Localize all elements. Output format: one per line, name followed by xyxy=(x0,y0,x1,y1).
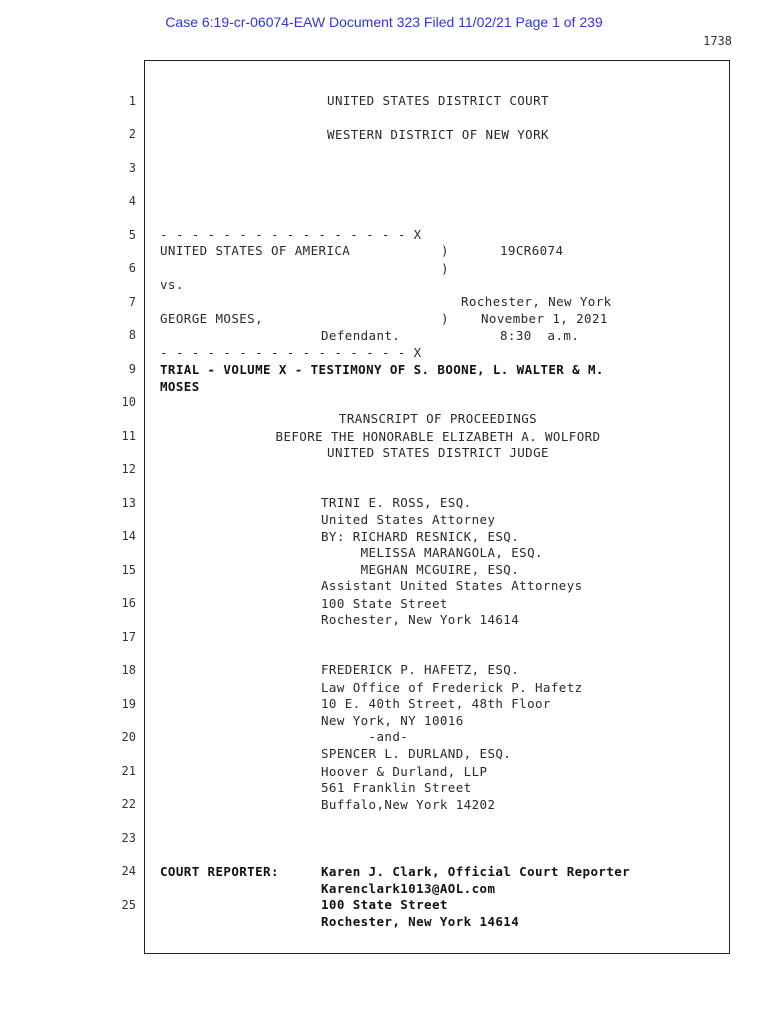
defense-counsel-line: Buffalo,New York 14202 xyxy=(321,797,496,812)
line-number: 1 xyxy=(128,94,136,108)
caption-defendant: GEORGE MOSES, xyxy=(160,311,264,326)
caption-location: Rochester, New York xyxy=(461,294,612,309)
caption-paren: ) xyxy=(441,311,449,326)
reporter-email: Karenclark1013@AOL.com xyxy=(321,881,496,896)
defense-counsel-line: 561 Franklin Street xyxy=(321,780,472,795)
line-number: 15 xyxy=(121,563,136,577)
caption-paren: ) xyxy=(441,243,449,258)
defense-counsel-line: -and- xyxy=(321,729,409,744)
gov-counsel-line: MEGHAN MCGUIRE, ESQ. xyxy=(321,562,520,577)
defense-counsel-line: Hoover & Durland, LLP xyxy=(321,764,488,779)
court-name: UNITED STATES DISTRICT COURT xyxy=(327,93,549,108)
judge-title: UNITED STATES DISTRICT JUDGE xyxy=(327,445,549,460)
gov-counsel-line: TRINI E. ROSS, ESQ. xyxy=(321,495,472,510)
line-number: 10 xyxy=(121,395,136,409)
line-number: 21 xyxy=(121,764,136,778)
defense-counsel-line: SPENCER L. DURLAND, ESQ. xyxy=(321,746,512,761)
caption-defendant-label: Defendant. xyxy=(321,328,401,343)
line-number: 14 xyxy=(121,529,136,543)
line-number: 6 xyxy=(128,261,136,275)
line-number: 25 xyxy=(121,898,136,912)
gov-counsel-line: 100 State Street xyxy=(321,596,448,611)
line-number: 22 xyxy=(121,797,136,811)
reporter-label: COURT REPORTER: xyxy=(160,864,279,879)
line-number: 7 xyxy=(128,295,136,309)
defense-counsel-line: FREDERICK P. HAFETZ, ESQ. xyxy=(321,662,520,677)
line-number: 12 xyxy=(121,462,136,476)
line-number: 4 xyxy=(128,194,136,208)
line-number: 2 xyxy=(128,127,136,141)
transcript-title: TRANSCRIPT OF PROCEEDINGS xyxy=(338,411,538,426)
line-number: 17 xyxy=(121,630,136,644)
trial-title-line-1: TRIAL - VOLUME X - TESTIMONY OF S. BOONE, L. WALTER & M. xyxy=(160,362,604,377)
line-number: 24 xyxy=(121,864,136,878)
gov-counsel-line: Assistant United States Attorneys xyxy=(321,578,583,593)
page-number: 1738 xyxy=(703,34,732,48)
line-number: 9 xyxy=(128,362,136,376)
caption-time: 8:30 a.m. xyxy=(500,328,580,343)
caption-paren: ) xyxy=(441,261,449,276)
reporter-street: 100 State Street xyxy=(321,897,448,912)
trial-title-line-2: MOSES xyxy=(160,379,200,394)
line-number: 23 xyxy=(121,831,136,845)
judge-line: BEFORE THE HONORABLE ELIZABETH A. WOLFORD xyxy=(275,429,601,444)
line-number: 20 xyxy=(121,730,136,744)
reporter-city: Rochester, New York 14614 xyxy=(321,914,520,929)
gov-counsel-line: United States Attorney xyxy=(321,512,496,527)
line-number: 18 xyxy=(121,663,136,677)
defense-counsel-line: New York, NY 10016 xyxy=(321,713,464,728)
reporter-name: Karen J. Clark, Official Court Reporter xyxy=(321,864,631,879)
caption-case-number: 19CR6074 xyxy=(500,243,564,258)
caption-plaintiff: UNITED STATES OF AMERICA xyxy=(160,243,351,258)
gov-counsel-line: MELISSA MARANGOLA, ESQ. xyxy=(321,545,543,560)
case-header: Case 6:19-cr-06074-EAW Document 323 Filed 11/02/21 Page 1 of 239 xyxy=(165,14,603,30)
caption-date: November 1, 2021 xyxy=(481,311,608,326)
line-number: 8 xyxy=(128,328,136,342)
defense-counsel-line: Law Office of Frederick P. Hafetz xyxy=(321,680,583,695)
caption-vs: vs. xyxy=(160,277,184,292)
court-district: WESTERN DISTRICT OF NEW YORK xyxy=(327,127,549,142)
caption-dashes-bottom: - - - - - - - - - - - - - - - - X xyxy=(160,345,422,360)
line-number: 19 xyxy=(121,697,136,711)
line-number: 5 xyxy=(128,228,136,242)
defense-counsel-line: 10 E. 40th Street, 48th Floor xyxy=(321,696,551,711)
line-number: 3 xyxy=(128,161,136,175)
line-number: 11 xyxy=(121,429,136,443)
gov-counsel-line: BY: RICHARD RESNICK, ESQ. xyxy=(321,529,520,544)
caption-dashes-top: - - - - - - - - - - - - - - - - X xyxy=(160,227,422,242)
line-number: 13 xyxy=(121,496,136,510)
gov-counsel-line: Rochester, New York 14614 xyxy=(321,612,520,627)
line-number: 16 xyxy=(121,596,136,610)
